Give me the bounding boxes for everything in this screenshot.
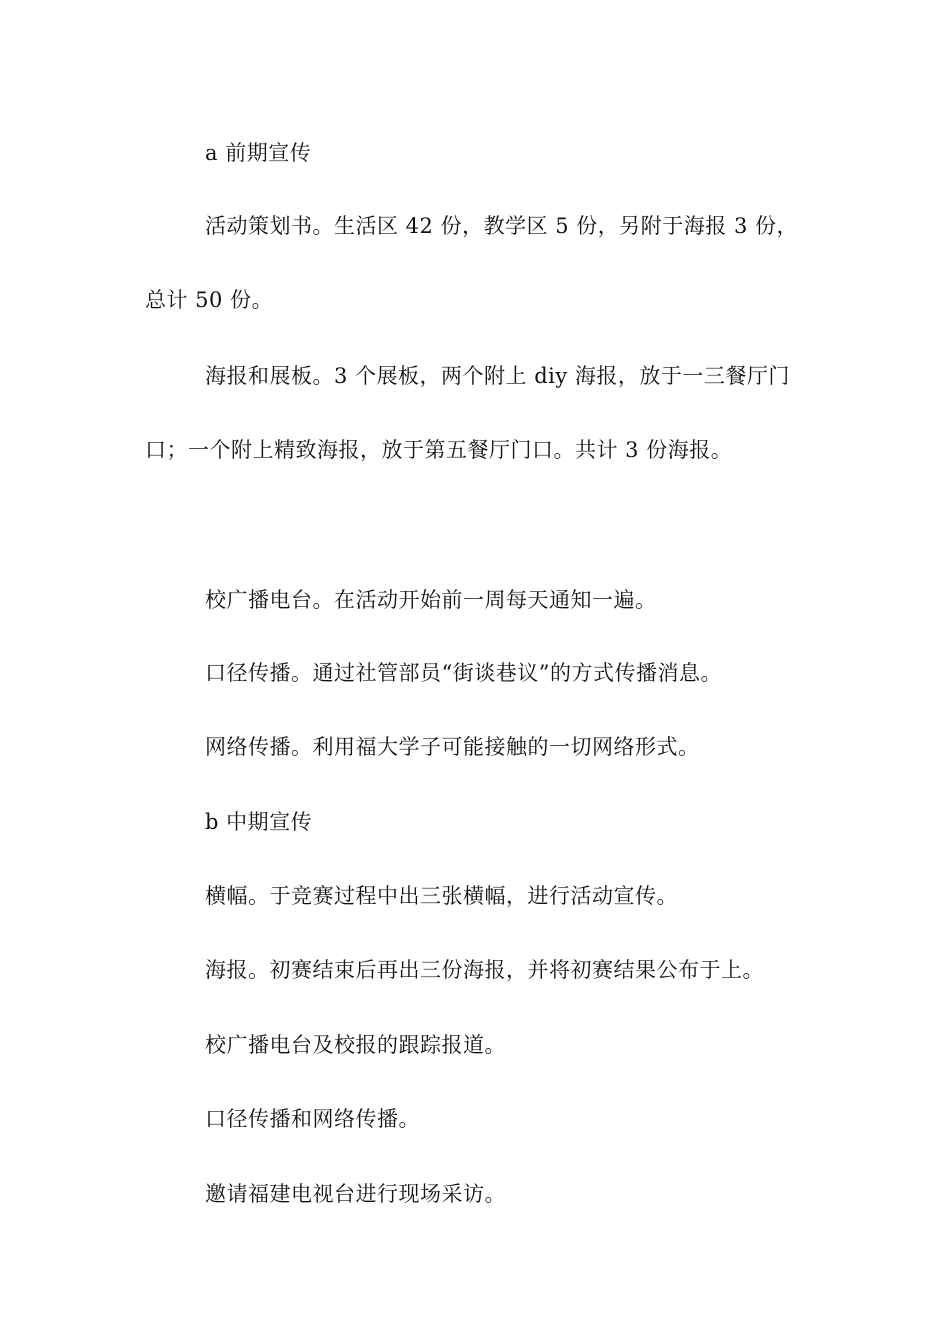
section-heading-b: b 中期宣传 xyxy=(205,810,313,834)
paragraph-word-and-online: 口径传播和网络传播。 xyxy=(205,1107,420,1131)
paragraph-word-of-mouth: 口径传播。通过社管部员“街谈巷议”的方式传播消息。 xyxy=(205,661,722,685)
paragraph-tv-interview: 邀请福建电视台进行现场采访。 xyxy=(205,1182,506,1206)
paragraph-midterm-posters: 海报。初赛结束后再出三份海报，并将初赛结果公布于上。 xyxy=(205,958,764,982)
paragraph-activity-plan: 活动策划书。生活区 42 份，教学区 5 份，另附于海报 3 份，总计 50 份。 xyxy=(145,214,798,312)
section-heading-a: a 前期宣传 xyxy=(205,141,312,165)
paragraph-banners: 横幅。于竞赛过程中出三张横幅，进行活动宣传。 xyxy=(205,884,678,908)
paragraph-radio-newspaper: 校广播电台及校报的跟踪报道。 xyxy=(205,1033,506,1057)
paragraph-campus-radio: 校广播电台。在活动开始前一周每天通知一遍。 xyxy=(205,588,657,612)
paragraph-posters-boards: 海报和展板。3 个展板，两个附上 diy 海报，放于一三餐厅门口；一个附上精致海报，放于第五餐厅门口。共计 3 份海报。 xyxy=(145,364,790,462)
paragraph-online: 网络传播。利用福大学子可能接触的一切网络形式。 xyxy=(205,735,700,759)
